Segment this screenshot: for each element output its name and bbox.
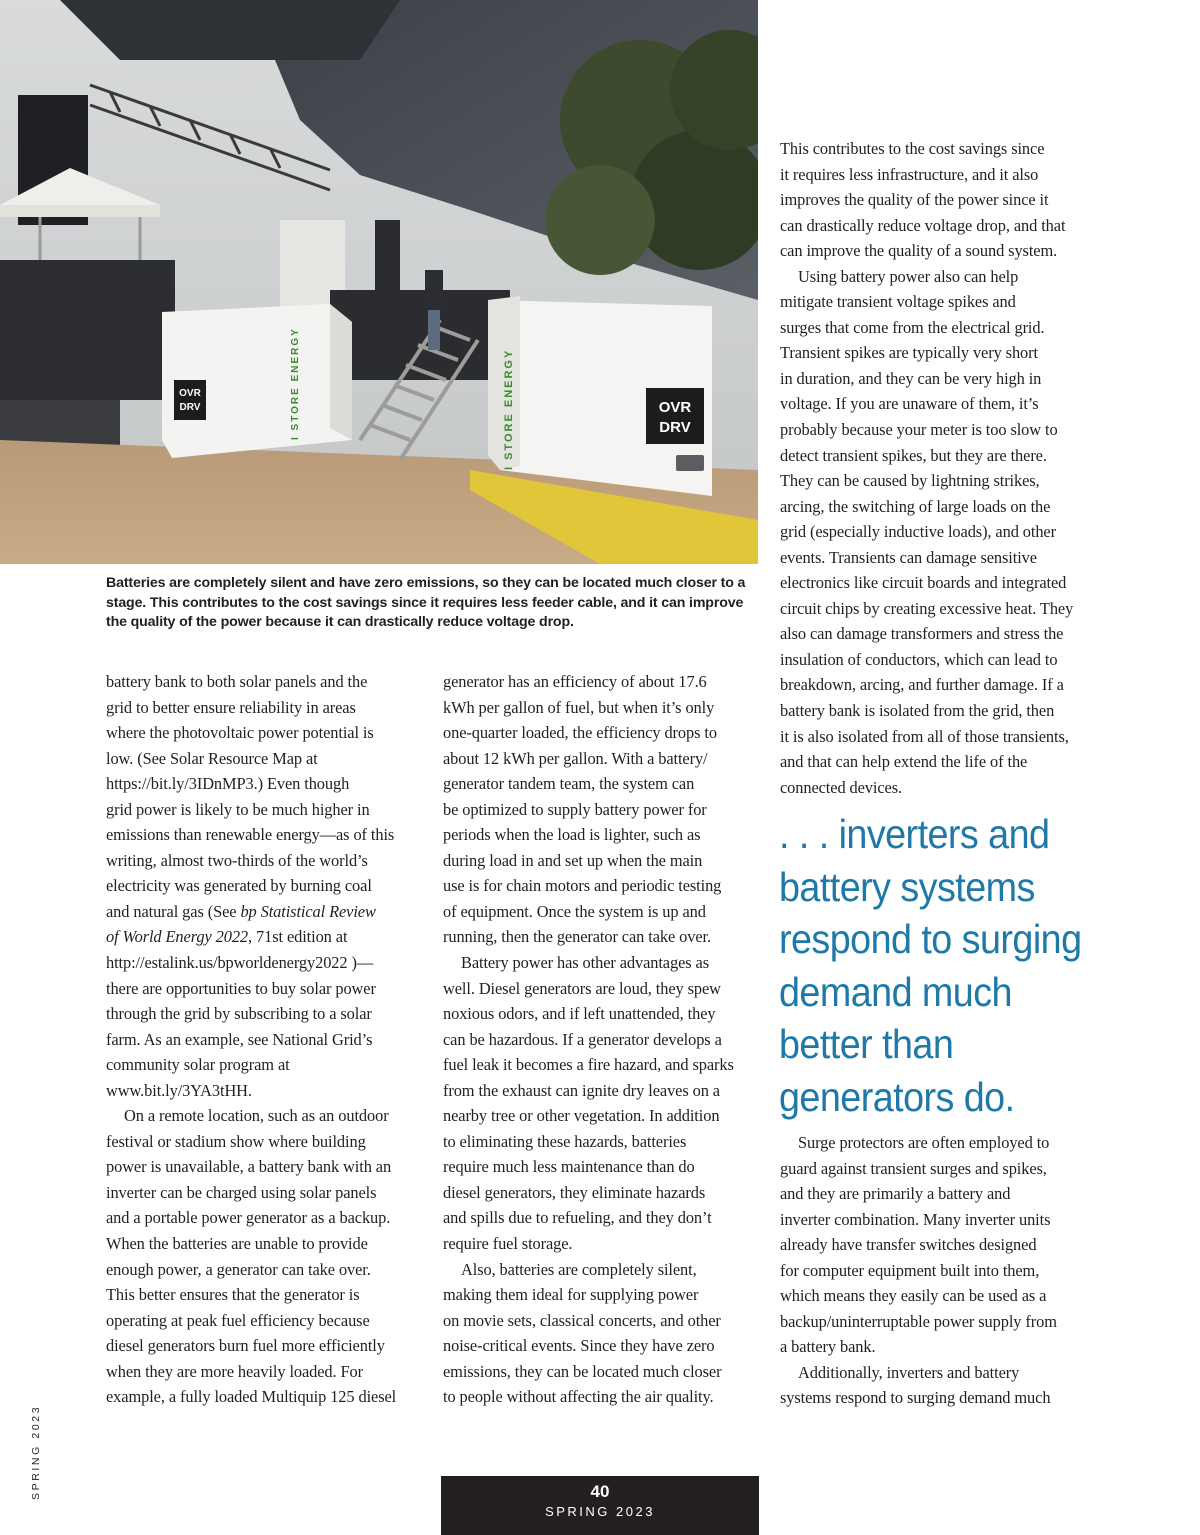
text-line: fuel leak it becomes a fire hazard, and sparks: [443, 1055, 734, 1075]
text-line: Also, batteries are completely silent,: [461, 1259, 697, 1279]
article-photo: [0, 0, 758, 564]
text-line: use is for chain motors and periodic testing: [443, 876, 722, 896]
text-line: grid power is likely to be much higher in: [106, 799, 370, 819]
col3-paragraph-4: [780, 1360, 1100, 1411]
text-line: a battery bank.: [780, 1337, 876, 1357]
footer-issue: SPRING 2023: [545, 1504, 655, 1519]
text-line: breakdown, arcing, and further damage. If a: [780, 675, 1064, 695]
text-line: Using battery power also can help: [798, 266, 1019, 286]
text-line: electricity was generated by burning coal: [106, 876, 372, 896]
body-column-3-bottom: [780, 1130, 1100, 1411]
text-line: This better ensures that the generator is: [106, 1285, 360, 1305]
right-unit-side-text: I STORE ENERGY: [503, 348, 515, 470]
text-line: backup/uninterruptable power supply from: [780, 1311, 1057, 1331]
text-line: On a remote location, such as an outdoor: [124, 1106, 389, 1126]
pull-quote-line: respond to surging: [779, 916, 1082, 963]
text-line: operating at peak fuel efficiency because: [106, 1310, 370, 1330]
text-line: during load in and set up when the main: [443, 850, 703, 870]
text-line: also can damage transformers and stress the: [780, 624, 1064, 644]
text-line: for computer equipment built into them,: [780, 1260, 1040, 1280]
text-line: insulation of conductors, which can lead to: [780, 649, 1058, 669]
text-run: , 71st edition at: [248, 927, 348, 947]
text-line: [106, 924, 424, 950]
text-line: there are opportunities to buy solar power: [106, 978, 376, 998]
page-footer: [441, 1476, 759, 1535]
col3-paragraph-3: [780, 1130, 1100, 1360]
col2-paragraph-2: [443, 950, 759, 1257]
text-line: voltage. If you are unaware of them, it’s: [780, 394, 1039, 414]
pull-quote-line: generators do.: [779, 1073, 1015, 1120]
body-column-1: [106, 669, 424, 1410]
text-line: through the grid by subscribing to a solar: [106, 1004, 372, 1024]
text-line: it is also isolated from all of those transients,: [780, 726, 1069, 746]
text-line: and a portable power generator as a backup.: [106, 1208, 391, 1228]
text-line: https://bit.ly/3IDnMP3.) Even though: [106, 774, 350, 794]
text-line: one-quarter loaded, the efficiency drops to: [443, 723, 717, 743]
text-line: farm. As an example, see National Grid’s: [106, 1029, 373, 1049]
text-line: generator tandem team, the system can: [443, 774, 695, 794]
text-line: diesel generators, they eliminate hazards: [443, 1182, 706, 1202]
text-line: writing, almost two-thirds of the world’s: [106, 850, 368, 870]
text-line: community solar program at: [106, 1055, 290, 1075]
text-line: noxious odors, and if left unattended, they: [443, 1004, 716, 1024]
text-line: improves the quality of the power since it: [780, 190, 1049, 210]
text-line: emissions than renewable energy—as of this: [106, 825, 395, 845]
text-line: Additionally, inverters and battery: [798, 1362, 1020, 1382]
pull-quote-line: demand much: [779, 968, 1012, 1015]
text-line: generator has an efficiency of about 17.6: [443, 672, 707, 691]
col2-paragraph-3: [443, 1257, 759, 1410]
text-line: can drastically reduce voltage drop, and that: [780, 215, 1066, 235]
text-line: enough power, a generator can take over.: [106, 1259, 371, 1279]
text-line: and they are primarily a battery and: [780, 1184, 1011, 1204]
text-line: Surge protectors are often employed to: [798, 1133, 1050, 1152]
text-line: and spills due to refueling, and they don’t: [443, 1208, 712, 1228]
col3-paragraph-1: [780, 136, 1100, 264]
text-line: in duration, and they can be very high in: [780, 368, 1042, 388]
text-line: inverter can be charged using solar panels: [106, 1182, 377, 1202]
publication-title: bp Statistical Review: [240, 901, 376, 921]
text-line: probably because your meter is too slow to: [780, 420, 1058, 440]
text-line: www.bit.ly/3YA3tHH.: [106, 1080, 252, 1100]
text-line: can improve the quality of a sound system.: [780, 241, 1058, 261]
text-line: mitigate transient voltage spikes and: [780, 292, 1016, 312]
text-line: it requires less infrastructure, and it also: [780, 164, 1039, 184]
text-line: battery bank to both solar panels and the: [106, 672, 368, 691]
text-line: grid (especially inductive loads), and other: [780, 522, 1056, 542]
left-unit-label-line2: DRV: [179, 402, 201, 413]
publication-title: of World Energy 2022: [106, 927, 249, 947]
text-line: from the exhaust can ignite dry leaves on a: [443, 1080, 720, 1100]
text-line: and that can help extend the life of the: [780, 752, 1028, 772]
body-column-3-top: [780, 136, 1100, 800]
text-line: about 12 kWh per gallon. With a battery/: [443, 748, 708, 768]
col2-paragraph-1: [443, 669, 759, 950]
text-line: http://estalink.us/bpworldenergy2022 )—: [106, 953, 374, 973]
text-line: kWh per gallon of fuel, but when it’s only: [443, 697, 715, 717]
text-line: Transient spikes are typically very short: [780, 343, 1038, 363]
body-column-2: [443, 669, 759, 1410]
text-line: surges that come from the electrical grid.: [780, 317, 1045, 337]
text-line: [106, 899, 424, 925]
left-unit-label-line1: OVR: [179, 388, 201, 399]
col1-paragraph-1: [106, 669, 424, 1103]
col1-paragraph-2: [106, 1103, 424, 1410]
text-line: systems respond to surging demand much: [780, 1388, 1051, 1408]
text-line: inverter combination. Many inverter units: [780, 1209, 1051, 1229]
text-line: grid to better ensure reliability in areas: [106, 697, 356, 717]
text-run: and natural gas (See: [106, 901, 241, 921]
text-line: detect transient spikes, but they are there.: [780, 445, 1047, 465]
text-line: nearby tree or other vegetation. In addition: [443, 1106, 720, 1126]
text-line: guard against transient surges and spikes,: [780, 1158, 1047, 1178]
text-line: low. (See Solar Resource Map at: [106, 748, 318, 768]
text-line: require much less maintenance than do: [443, 1157, 695, 1177]
right-unit-label-line1: OVR: [658, 399, 692, 416]
photo-caption: Batteries are completely silent and have zero emissions, so they can be located much closer to a stage. This contributes to the cost savings since it requires less feeder cable, and it can improve the quality of the power because it can drastically reduce voltage drop.: [106, 575, 746, 631]
pull-quote-line: battery systems: [779, 863, 1035, 910]
text-line: well. Diesel generators are loud, they spew: [443, 978, 721, 998]
text-line: can be hazardous. If a generator develops a: [443, 1029, 722, 1049]
text-line: This contributes to the cost savings since: [780, 139, 1045, 158]
pull-quote: [779, 808, 1083, 1124]
text-line: already have transfer switches designed: [780, 1235, 1037, 1255]
text-line: festival or stadium show where building: [106, 1131, 366, 1151]
text-line: to people without affecting the air quality.: [443, 1387, 714, 1407]
text-line: power is unavailable, a battery bank with an: [106, 1157, 392, 1177]
text-line: which means they easily can be used as a: [780, 1286, 1047, 1306]
text-line: Battery power has other advantages as: [461, 953, 709, 973]
text-line: They can be caused by lightning strikes,: [780, 471, 1040, 491]
text-line: making them ideal for supplying power: [443, 1285, 699, 1305]
pull-quote-line: better than: [779, 1021, 954, 1068]
text-line: when they are more heavily loaded. For: [106, 1361, 363, 1381]
text-line: to eliminating these hazards, batteries: [443, 1131, 687, 1151]
pull-quote-line: . . . inverters and: [779, 811, 1050, 857]
text-line: connected devices.: [780, 777, 902, 797]
text-line: events. Transients can damage sensitive: [780, 547, 1037, 567]
right-battery-unit: [488, 296, 712, 496]
left-unit-side-text: I STORE ENERGY: [290, 327, 301, 440]
text-line: running, then the generator can take over.: [443, 927, 711, 947]
text-line: be optimized to supply battery power for: [443, 799, 707, 819]
text-line: of equipment. Once the system is up and: [443, 901, 706, 921]
right-unit-label-line2: DRV: [659, 419, 691, 436]
text-line: battery bank is isolated from the grid, then: [780, 701, 1055, 721]
text-line: diesel generators burn fuel more efficiently: [106, 1336, 385, 1356]
battery-units-photo: [0, 0, 758, 564]
page-number: 40: [590, 1482, 610, 1501]
col3-paragraph-2: [780, 264, 1100, 800]
text-line: noise-critical events. Since they have zero: [443, 1336, 715, 1356]
left-battery-unit: [162, 304, 352, 458]
issue-side-label: SPRING 2023: [30, 1404, 42, 1500]
text-line: require fuel storage.: [443, 1234, 573, 1254]
text-line: periods when the load is lighter, such as: [443, 825, 701, 845]
text-line: emissions, they can be located much closer: [443, 1361, 722, 1381]
text-line: circuit chips by creating excessive heat. They: [780, 598, 1074, 618]
text-line: where the photovoltaic power potential is: [106, 723, 374, 743]
text-line: electronics like circuit boards and integrated: [780, 573, 1067, 593]
text-line: example, a fully loaded Multiquip 125 diesel: [106, 1387, 397, 1407]
text-line: on movie sets, classical concerts, and other: [443, 1310, 721, 1330]
text-line: When the batteries are unable to provide: [106, 1234, 368, 1254]
text-line: arcing, the switching of large loads on the: [780, 496, 1051, 516]
